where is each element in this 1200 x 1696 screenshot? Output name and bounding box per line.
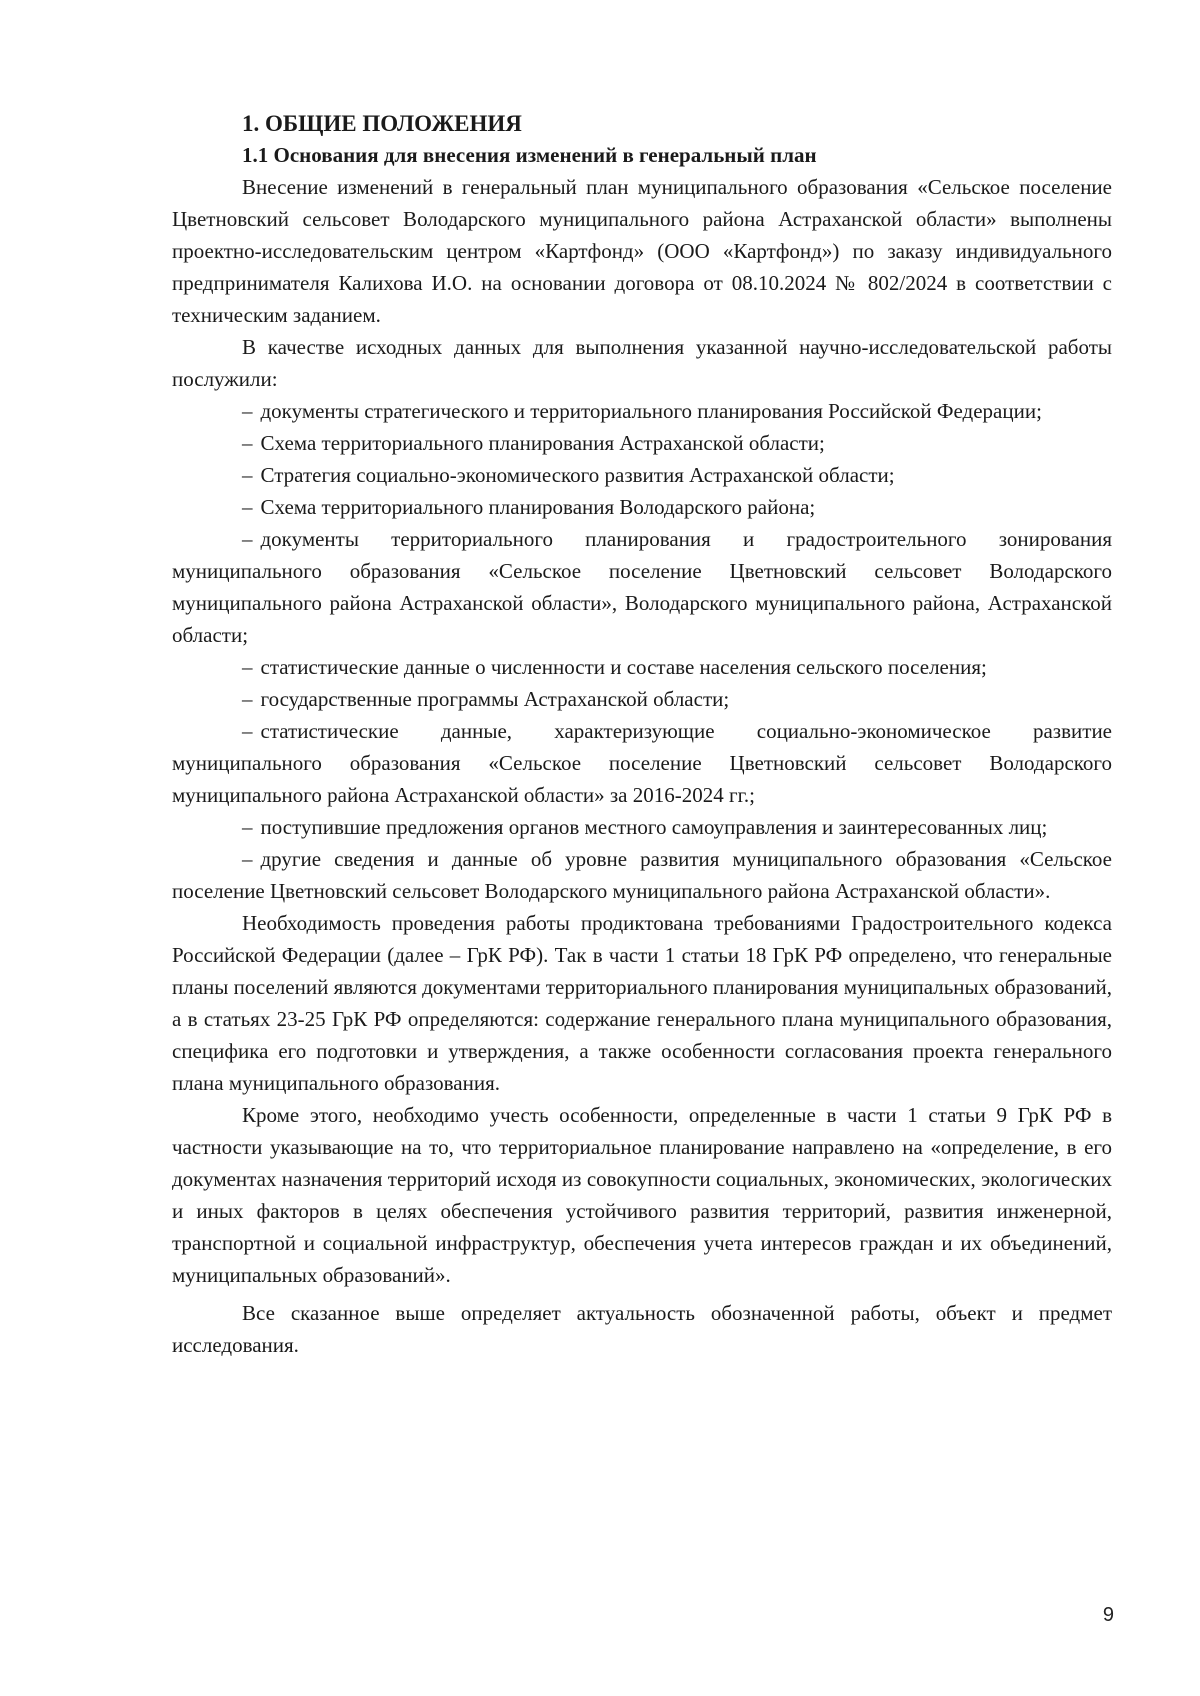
paragraph-basis: Внесение изменений в генеральный план муниципального образования «Сельское поселение Цветновский сельсовет Володарского муниципального района Астраханской области» выполнены проектно-исследовательским центром «Картфонд» (ООО «Картфонд») по заказу индивидуального предпринимателя Калихова И.О. на основании договора от 08.10.2024 № 802/2024 в соответствии с техническим заданием.	[172, 175, 1112, 327]
list-item-text: документы стратегического и территориального планирования Российской Федерации;	[260, 399, 1042, 423]
list-dash: –	[242, 815, 253, 839]
list-dash: –	[242, 687, 253, 711]
list-dash: –	[242, 847, 253, 871]
source-data-list	[172, 395, 1112, 907]
section-title: 1. ОБЩИЕ ПОЛОЖЕНИЯ	[242, 111, 522, 136]
list-item	[172, 683, 1112, 715]
list-dash: –	[242, 463, 253, 487]
list-dash: –	[242, 399, 253, 423]
list-dash: –	[242, 527, 253, 551]
list-item	[172, 459, 1112, 491]
list-item-text: Схема территориального планирования Астраханской области;	[260, 431, 825, 455]
list-item	[172, 491, 1112, 523]
paragraph-source-data: В качестве исходных данных для выполнения указанной научно-исследовательской работы послужили:	[172, 335, 1112, 391]
paragraph-features: Кроме этого, необходимо учесть особенности, определенные в части 1 статьи 9 ГрК РФ в частности указывающие на то, что территориальное планирование направлено на «определение, в его документах назначения территорий исходя из совокупности социальных, экономических, экологических и иных факторов в целях обеспечения устойчивого развития территорий, развития инженерной, транспортной и социальной инфраструктур, обеспечения учета интересов граждан и их объединений, муниципальных образований».	[172, 1103, 1112, 1287]
list-dash: –	[242, 431, 253, 455]
list-item	[172, 427, 1112, 459]
list-item-text: поступившие предложения органов местного самоуправления и заинтересованных лиц;	[260, 815, 1048, 839]
paragraph-conclusion: Все сказанное выше определяет актуальность обозначенной работы, объект и предмет исследования.	[172, 1301, 1112, 1357]
list-dash: –	[242, 719, 253, 743]
list-item	[172, 395, 1112, 427]
list-item	[172, 811, 1112, 843]
paragraph-necessity: Необходимость проведения работы продиктована требованиями Градостроительного кодекса Российской Федерации (далее – ГрК РФ). Так в части 1 статьи 18 ГрК РФ определено, что генеральные планы поселений являются документами территориального планирования муниципальных образований, а в статьях 23-25 ГрК РФ определяются: содержание генерального плана муниципального образования, специфика его подготовки и утверждения, а также особенности согласования проекта генерального плана муниципального образования.	[172, 911, 1112, 1095]
list-item	[172, 523, 1112, 651]
list-item	[172, 843, 1112, 907]
list-item-text: статистические данные о численности и составе населения сельского поселения;	[260, 655, 987, 679]
subsection-title: 1.1 Основания для внесения изменений в генеральный план	[242, 143, 817, 167]
document-page	[172, 108, 1112, 1361]
list-item-text: государственные программы Астраханской области;	[260, 687, 730, 711]
list-item-text: Схема территориального планирования Володарского района;	[260, 495, 816, 519]
list-item-text: Стратегия социально-экономического развития Астраханской области;	[260, 463, 895, 487]
list-item	[172, 715, 1112, 811]
list-item-text: документы территориального планирования и градостроительного зонирования муниципального образования «Сельское поселение Цветновский сельсовет Володарского муниципального района Астраханской области», Володарского муниципального района, Астраханской области;	[172, 527, 1112, 647]
list-item-text: статистические данные, характеризующие социально-экономическое развитие муниципального образования «Сельское поселение Цветновский сельсовет Володарского муниципального района Астраханской области» за 2016-2024 гг.;	[172, 719, 1112, 807]
list-item-text: другие сведения и данные об уровне развития муниципального образования «Сельское поселение Цветновский сельсовет Володарского муниципального района Астраханской области».	[172, 847, 1112, 903]
page-number: 9	[1102, 1604, 1114, 1626]
list-dash: –	[242, 655, 253, 679]
list-item	[172, 651, 1112, 683]
list-dash: –	[242, 495, 253, 519]
